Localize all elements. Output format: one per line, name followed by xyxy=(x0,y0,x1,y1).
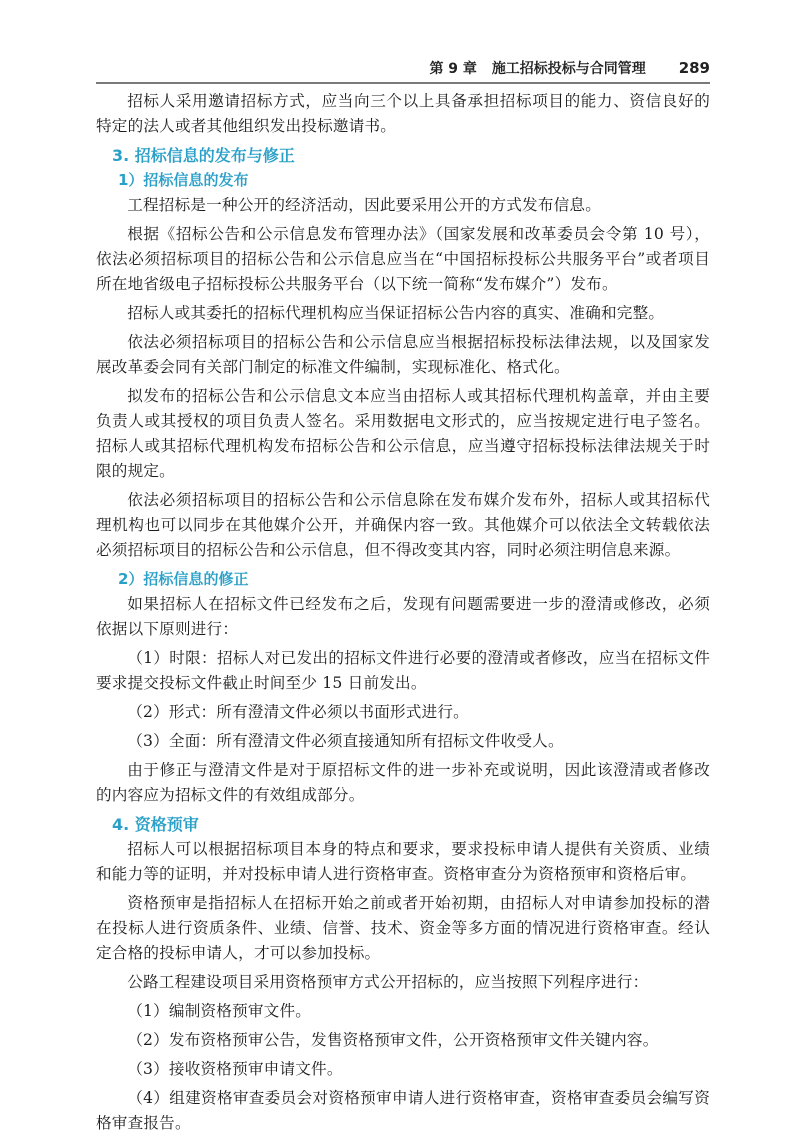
section-heading-4: 4. 资格预审 xyxy=(112,815,199,834)
page-body xyxy=(96,89,710,1140)
list-item: （2）发布资格预审公告，发售资格预审文件，公开资格预审文件关键内容。 xyxy=(127,1031,659,1049)
paragraph: 资格预审是指招标人在招标开始之前或者开始初期，由招标人对申请参加投标的潜在投标人进行资质条件、业绩、信誉、技术、资金等多方面的情况进行资格审查。经认定合格的投标申请人，才可以参加投标。 xyxy=(96,894,710,962)
paragraph: 由于修正与澄清文件是对于原招标文件的进一步补充或说明，因此该澄清或者修改的内容应为招标文件的有效组成部分。 xyxy=(96,761,710,804)
page-header xyxy=(96,52,710,84)
page-number: 289 xyxy=(678,59,710,77)
list-item: （1）时限：招标人对已发出的招标文件进行必要的澄清或者修改，应当在招标文件要求提交投标文件截止时间至少 15 日前发出。 xyxy=(96,649,710,692)
list-item: （2）形式：所有澄清文件必须以书面形式进行。 xyxy=(127,703,469,721)
subsection-heading-amend: 2）招标信息的修正 xyxy=(118,570,249,588)
list-item: （3）全面：所有澄清文件必须直接通知所有招标文件收受人。 xyxy=(127,732,564,750)
paragraph: 公路工程建设项目采用资格预审方式公开招标的，应当按照下列程序进行： xyxy=(127,973,649,991)
paragraph: 如果招标人在招标文件已经发布之后，发现有问题需要进一步的澄清或修改，必须依据以下原则进行： xyxy=(96,595,710,638)
running-head xyxy=(429,58,710,78)
paragraph: 招标人或其委托的招标代理机构应当保证招标公告内容的真实、准确和完整。 xyxy=(127,304,665,322)
paragraph: 根据《招标公告和公示信息发布管理办法》（国家发展和改革委员会令第 10 号），依法必须招标项目的招标公告和公示信息应当在“中国招标投标公共服务平台”或者项目所在地省级电子招标投标公共服务平台（以下统一简称“发布媒介”）发布。 xyxy=(96,225,710,293)
chapter-number: 第 9 章 xyxy=(429,61,477,77)
section-heading-3: 3. 招标信息的发布与修正 xyxy=(112,146,295,165)
paragraph: 工程招标是一种公开的经济活动，因此要采用公开的方式发布信息。 xyxy=(127,196,602,214)
list-item: （4）组建资格审查委员会对资格预审申请人进行资格审查，资格审查委员会编写资格审查报告。 xyxy=(96,1089,710,1132)
list-item: （1）编制资格预审文件。 xyxy=(127,1002,312,1020)
paragraph: 依法必须招标项目的招标公告和公示信息除在发布媒介发布外，招标人或其招标代理机构也可以同步在其他媒介公开，并确保内容一致。其他媒介可以依法全文转载依法必须招标项目的招标公告和公示信息，但不得改变其内容，同时必须注明信息来源。 xyxy=(96,491,710,559)
subsection-heading-publish: 1）招标信息的发布 xyxy=(118,171,249,189)
list-item: （3）接收资格预审申请文件。 xyxy=(127,1060,343,1078)
paragraph: 招标人可以根据招标项目本身的特点和要求，要求投标申请人提供有关资质、业绩和能力等的证明，并对投标申请人进行资格审查。资格审查分为资格预审和资格后审。 xyxy=(96,840,710,883)
paragraph-intro: 招标人采用邀请招标方式，应当向三个以上具备承担招标项目的能力、资信良好的特定的法人或者其他组织发出投标邀请书。 xyxy=(96,92,710,135)
chapter-title: 施工招标投标与合同管理 xyxy=(491,61,646,77)
paragraph: 拟发布的招标公告和公示信息文本应当由招标人或其招标代理机构盖章，并由主要负责人或其授权的项目负责人签名。采用数据电文形式的，应当按规定进行电子签名。招标人或其招标代理机构发布招标公告和公示信息，应当遵守招标投标法律法规关于时限的规定。 xyxy=(96,387,710,480)
paragraph: 依法必须招标项目的招标公告和公示信息应当根据招标投标法律法规，以及国家发展改革委会同有关部门制定的标准文件编制，实现标准化、格式化。 xyxy=(96,333,710,376)
